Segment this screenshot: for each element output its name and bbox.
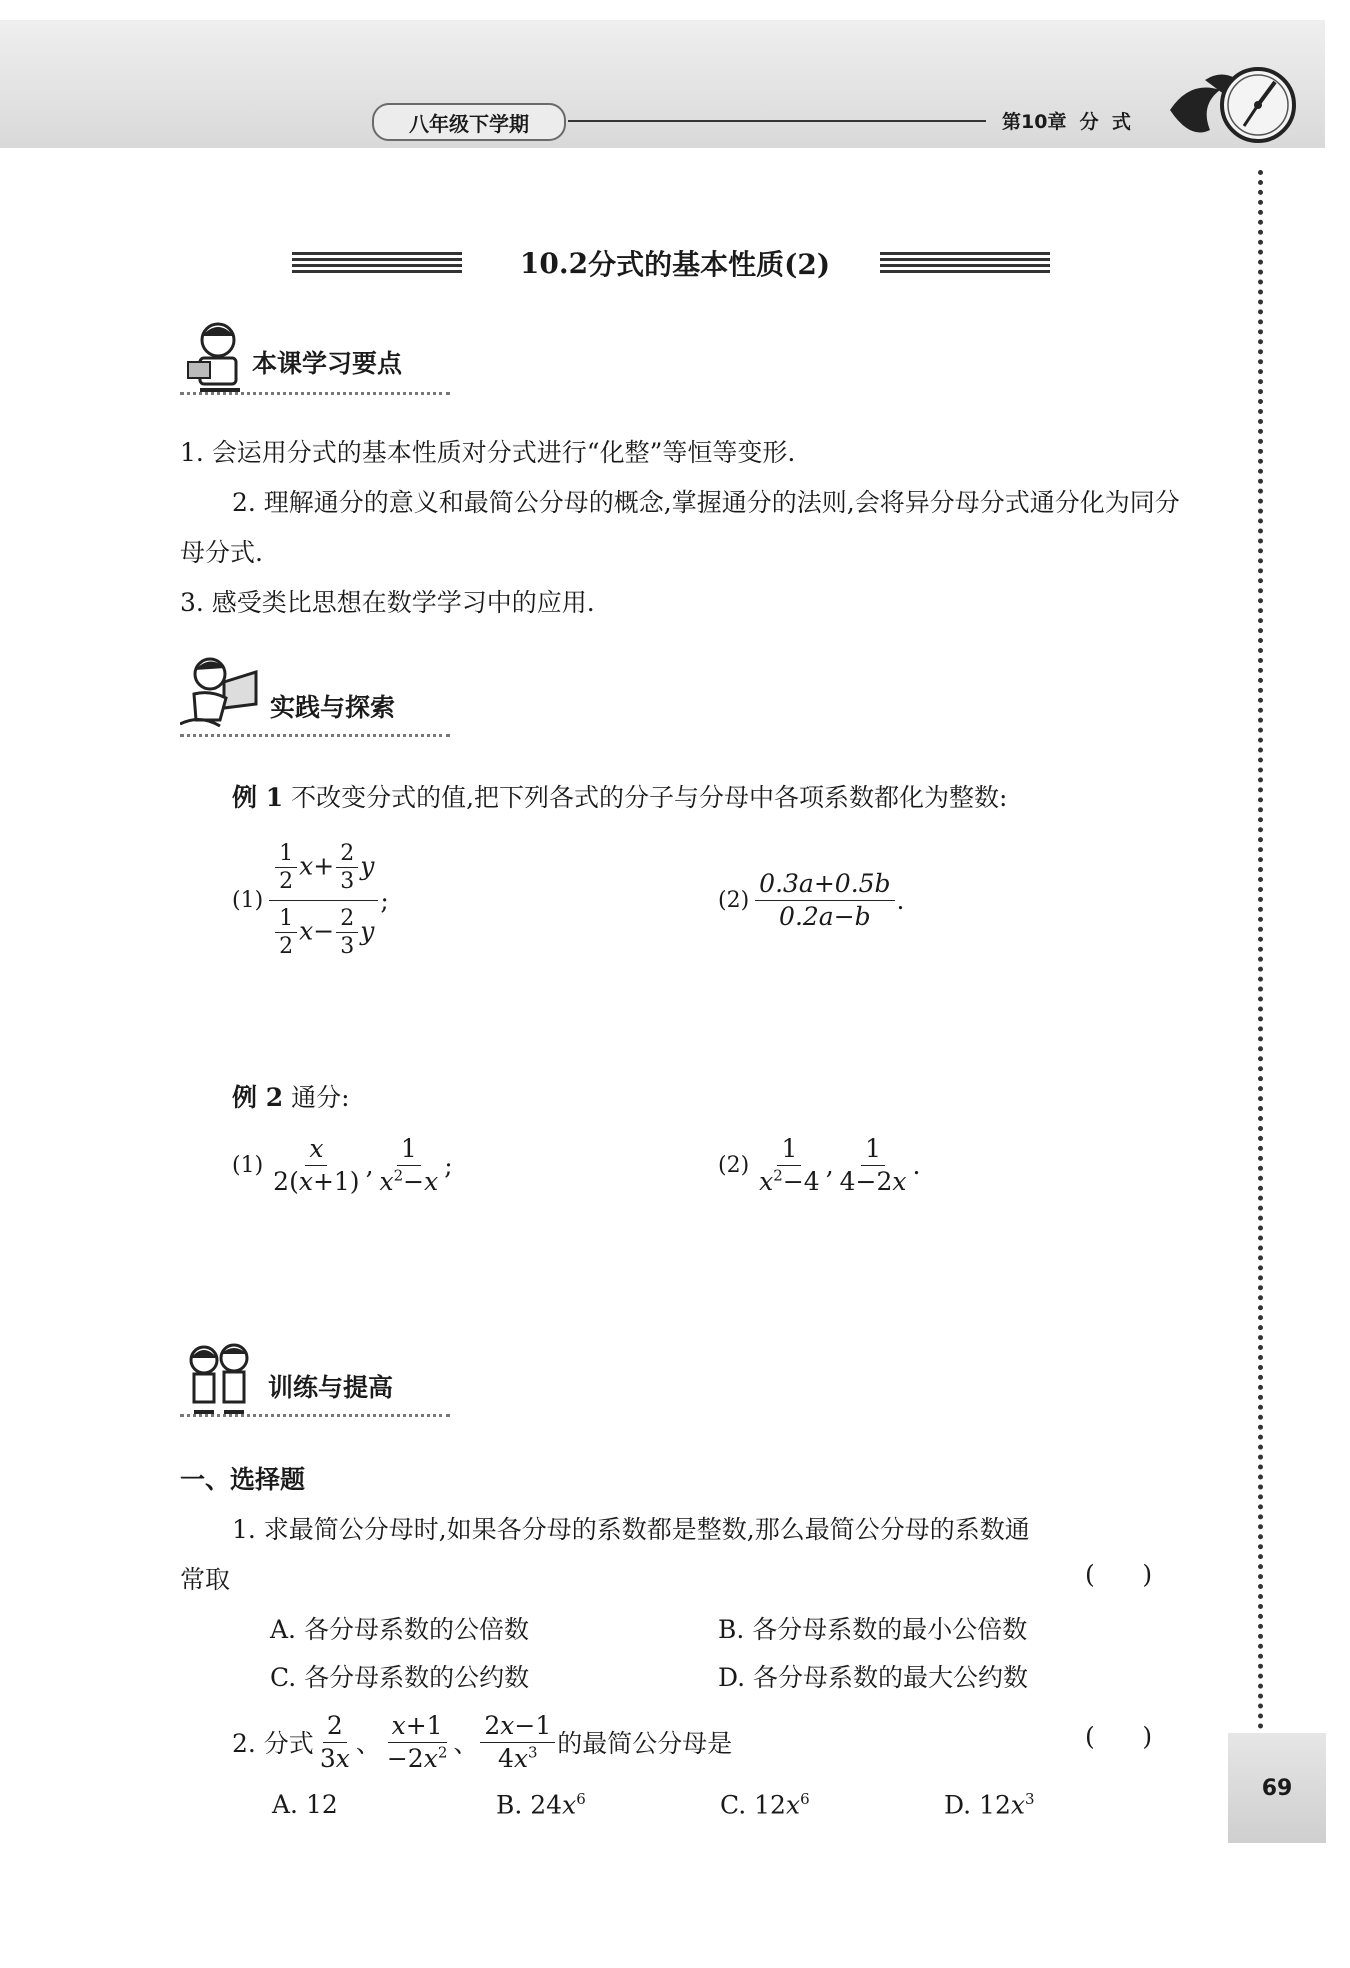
header-rule [568, 120, 986, 122]
example-2-part-1: (1) $\frac{x}{2(x+1)}$ , $\frac{1}{x^2-x}$ ; [232, 1134, 453, 1196]
key-point-2: 2. 理解通分的意义和最简公分母的概念,掌握通分的法则,会将异分母分式通分化为同分母分式. [180, 488, 1180, 567]
exploring-kid-icon [180, 652, 260, 732]
q2-answer-bracket: ( ) [1085, 1722, 1153, 1751]
q2-option-a: A. 12 [272, 1790, 338, 1819]
title-bars-right [880, 252, 1050, 276]
q1-answer-bracket: ( ) [1085, 1560, 1153, 1589]
training-heading: 训练与提高 [268, 1373, 394, 1402]
example-1-part-1: (1) $\frac{1}{2}$ x+ $\frac{2}{3}$ y $\frac{1}{2}$ x− $\frac{2}{3}$ y ; [232, 840, 389, 959]
two-kids-icon [180, 1338, 260, 1418]
reading-kid-icon [180, 318, 260, 398]
key-points-heading: 本课学习要点 [252, 349, 403, 378]
q2-option-b: B. $24x^6$ [496, 1790, 586, 1820]
example-2-part-2: (2) $\frac{1}{x^2-4}$ , $\frac{1}{4-2x}$ . [718, 1134, 921, 1196]
example-1-part-2: (2) $\frac{0.3a+0.5b}{0.2a-b}$ . [718, 869, 905, 931]
page-edge-dots [1258, 170, 1263, 1730]
example-1-text: 例 1 不改变分式的值,把下列各式的分子与分母中各项系数都化为整数: [232, 783, 1008, 812]
example-2-text: 例 2 通分: [232, 1083, 350, 1112]
q1-option-a: A. 各分母系数的公倍数 [270, 1615, 529, 1644]
q1-option-d: D. 各分母系数的最大公约数 [718, 1663, 1029, 1692]
q1-stem-line2: 常取 [180, 1565, 231, 1594]
key-point-1: 1. 会运用分式的基本性质对分式进行“化整”等恒等变形. [180, 438, 796, 467]
heading-underline [180, 734, 450, 737]
q1-option-b: B. 各分母系数的最小公倍数 [718, 1615, 1028, 1644]
heading-underline [180, 1414, 450, 1417]
grade-label: 八年级下学期 [372, 103, 566, 141]
q1-stem-line1: 1. 求最简公分母时,如果各分母的系数都是整数,那么最简公分母的系数通 [232, 1515, 1030, 1544]
q2-option-d: D. $12x^3$ [944, 1790, 1035, 1820]
chapter-label: 第10章 分 式 [1002, 110, 1131, 133]
q2-stem: 2. 分式 $\frac{2}{3x}$ 、 $\frac{x+1}{-2x^2}$ 、 $\frac{2x-1}{4x^3}$ 的最简公分母是 [232, 1711, 733, 1773]
practice-heading: 实践与探索 [270, 693, 396, 722]
heading-underline [180, 392, 450, 395]
part-title: 一、选择题 [180, 1465, 306, 1494]
q1-option-c: C. 各分母系数的公约数 [270, 1663, 530, 1692]
section-title: 10.2 分式的基本性质(2) [519, 246, 831, 281]
key-point-3: 3. 感受类比思想在数学学习中的应用. [180, 588, 595, 617]
title-bars-left [292, 252, 462, 276]
page-number: 69 [1228, 1733, 1326, 1843]
compass-runner-icon [1160, 50, 1300, 160]
q2-option-c: C. $12x^6$ [720, 1790, 810, 1820]
